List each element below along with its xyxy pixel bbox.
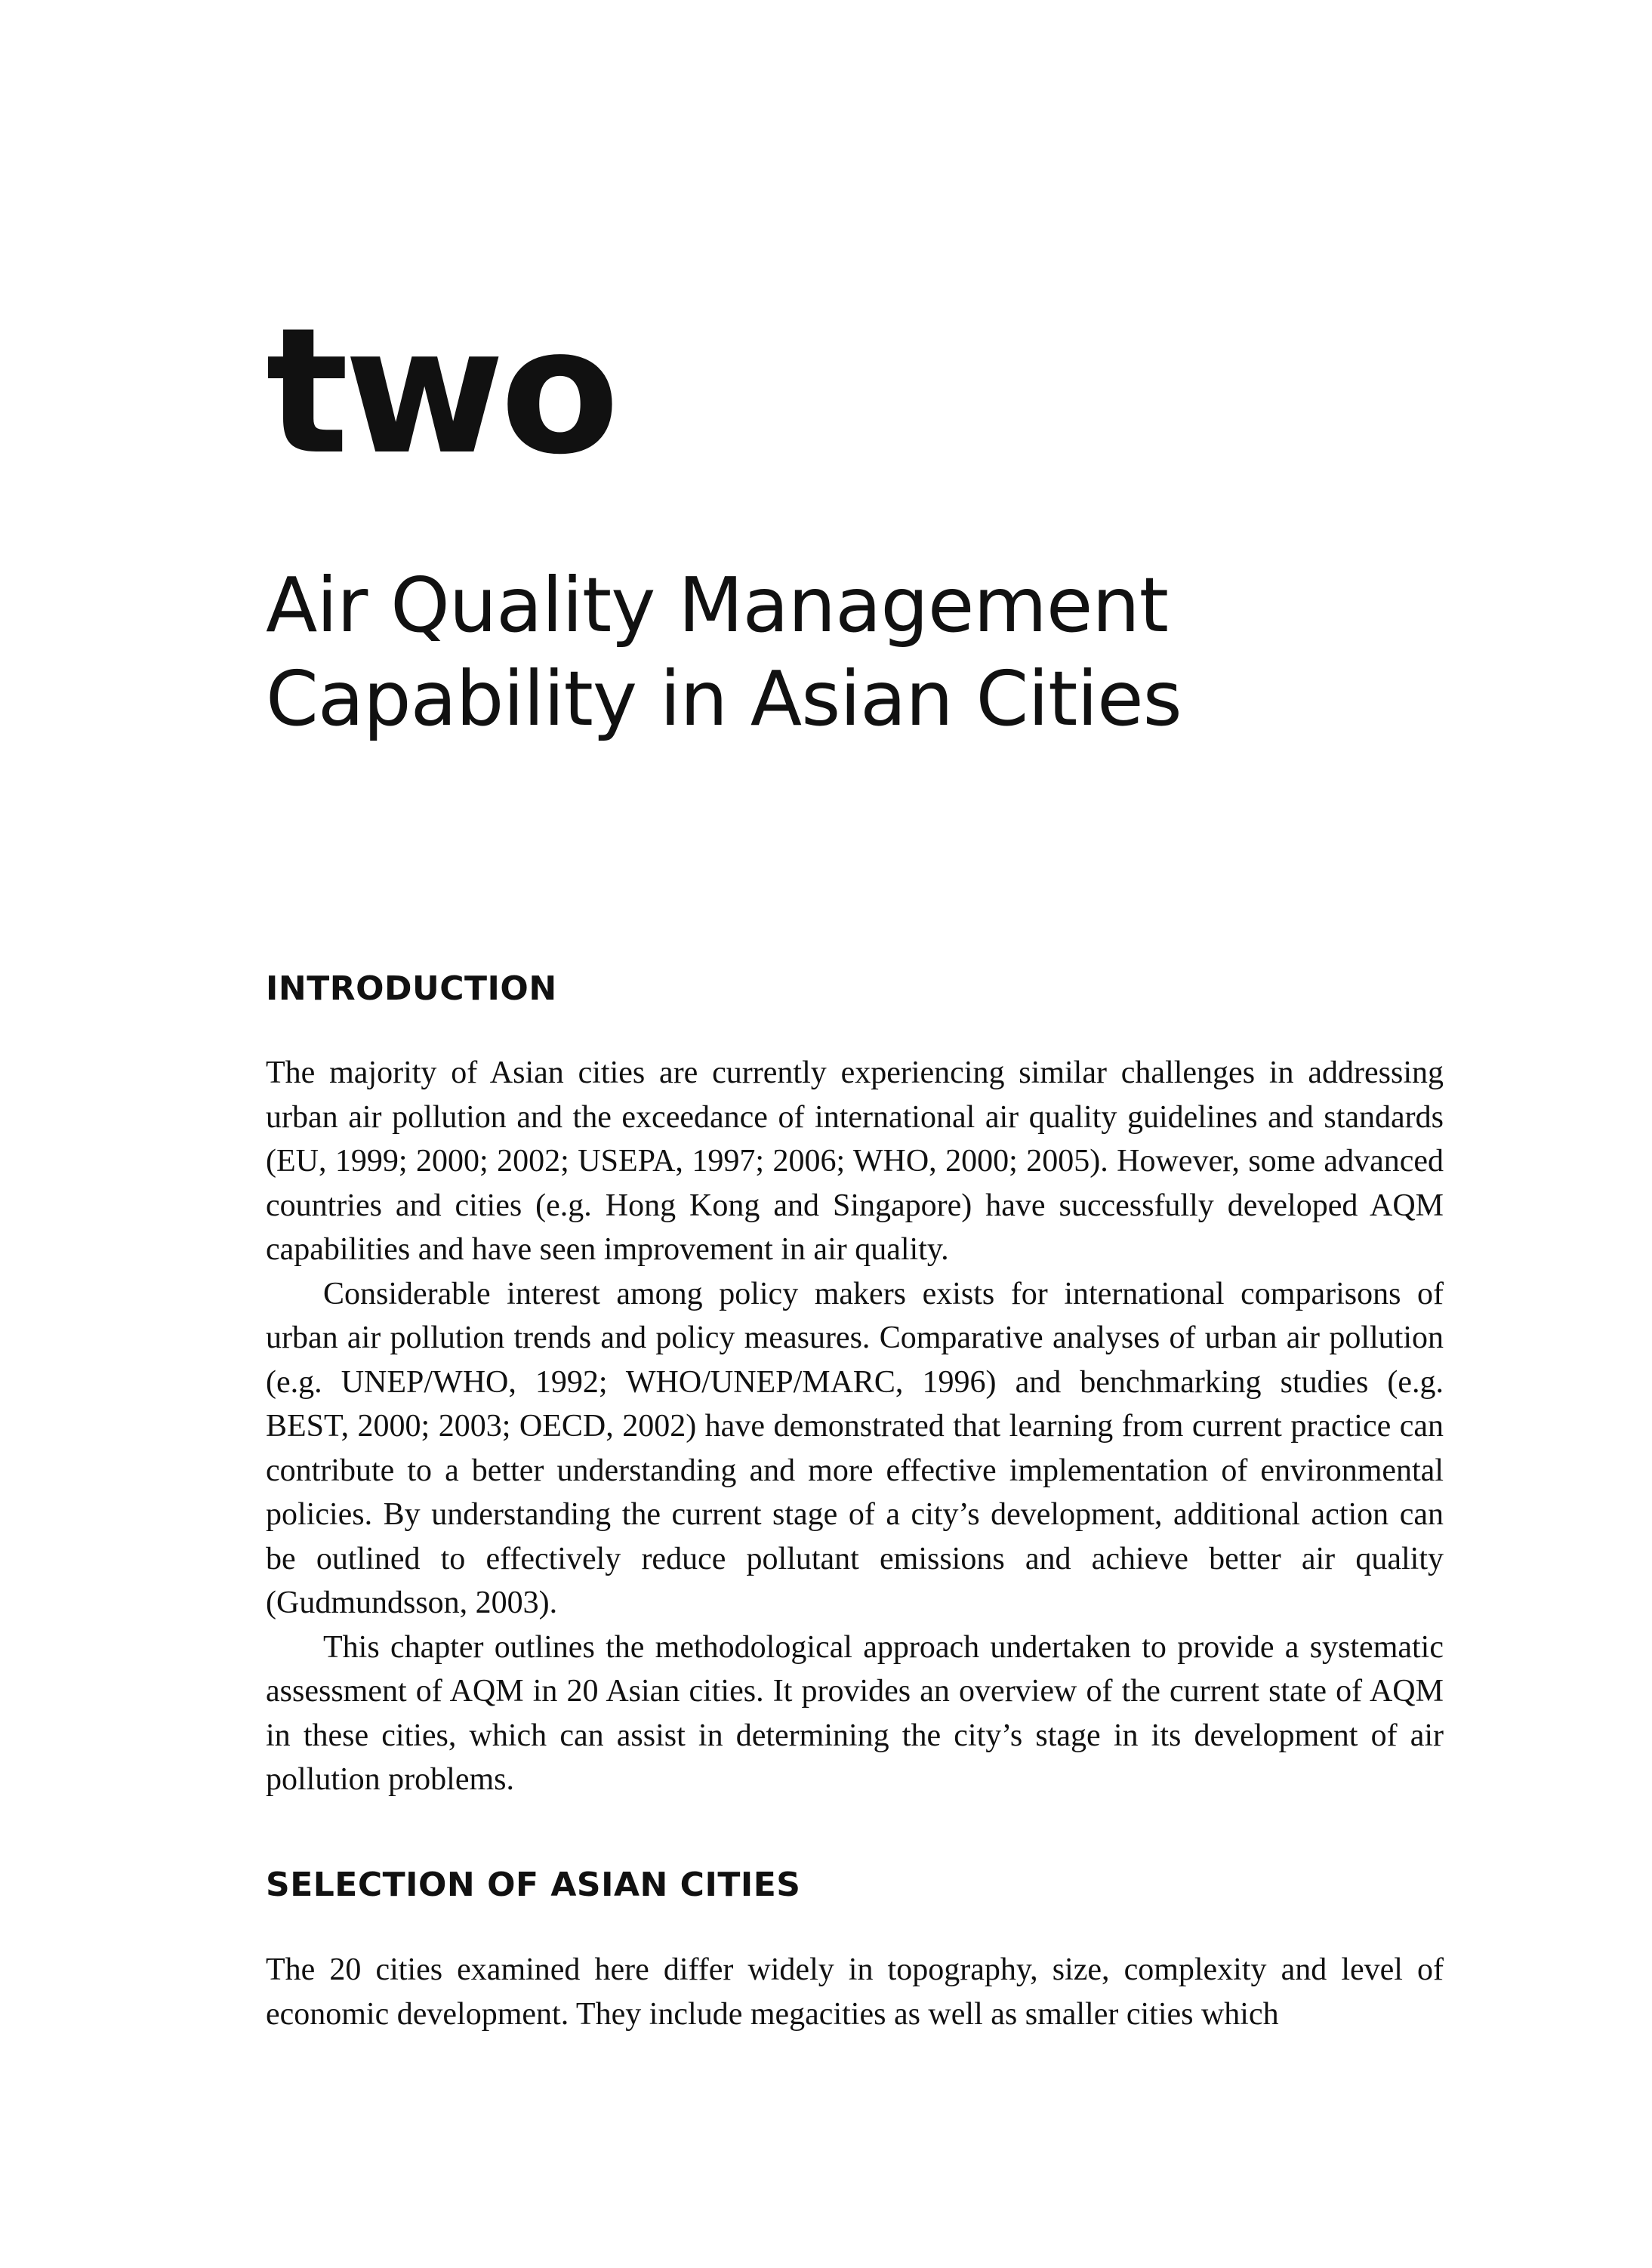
- paragraph: The 20 cities examined here differ widely in topography, size, complexity and level of economic development. They include megacities as well as smaller cities which: [266, 1952, 1444, 2032]
- selection-body: [266, 1948, 1444, 2036]
- chapter-title-line-2: Capability in Asian Cities: [266, 655, 1182, 743]
- chapter-title: [266, 559, 1444, 746]
- paragraph: Considerable interest among policy makers exists for international comparisons of urban air pollution trends and policy measures. Comparative analyses of urban air pollution (e.g. UNEP/WHO, 1992; WHO/UNEP/MARC, 1996) and benchmarking studies (e.g. BEST, 2000; 2003; OECD, 2002) have demonstrated that learning from current practice can contribute to a better understanding and more effective implementation of environmental policies. By understanding the current stage of a city’s development, additional action can be outlined to effectively reduce pollutant emissions and achieve better air quality (Gudmundsson, 2003).: [266, 1276, 1444, 1620]
- section-heading-introduction: INTRODUCTION: [266, 969, 557, 1008]
- chapter-title-line-1: Air Quality Management: [266, 561, 1168, 649]
- book-page: [266, 0, 1444, 2268]
- section-heading-selection: SELECTION OF ASIAN CITIES: [266, 1866, 801, 1904]
- chapter-number: two: [266, 291, 615, 493]
- paragraph: The majority of Asian cities are currently experiencing similar challenges in addressing urban air pollution and the exceedance of international air quality guidelines and standards (EU, 1999; 2000; 2002; USEPA, 1997; 2006; WHO, 2000; 2005). However, some advanced countries and cities (e.g. Hong Kong and Singapore) have successfully developed AQM capabilities and have seen improvement in air quality.: [266, 1055, 1444, 1267]
- paragraph: This chapter outlines the methodological approach undertaken to provide a systematic assessment of AQM in 20 Asian cities. It provides an overview of the current state of AQM in these cities, which can assist in determining the city’s stage in its development of air pollution problems.: [266, 1629, 1444, 1797]
- introduction-body: [266, 1051, 1444, 1802]
